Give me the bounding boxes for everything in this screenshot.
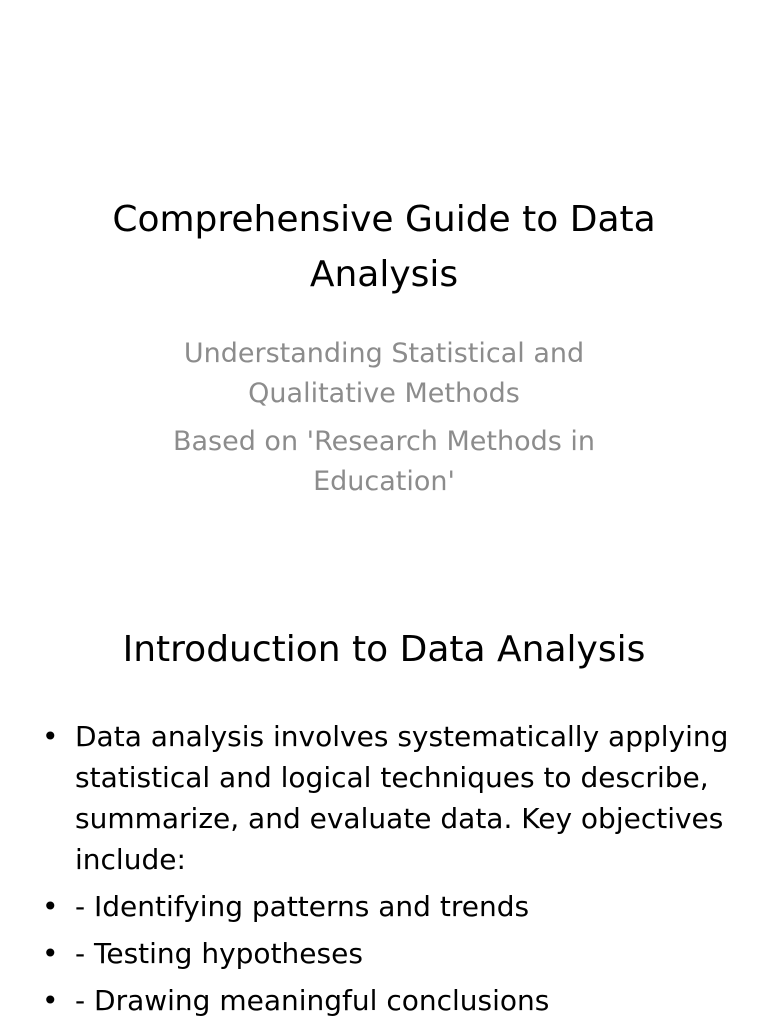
- subtitle-line: Understanding Statistical and Qualitative Methods: [183, 338, 585, 409]
- bullet-text: - Drawing meaningful conclusions: [75, 984, 550, 1017]
- subtitle-line: Based on 'Research Methods in Education': [172, 426, 596, 497]
- content-slide: [0, 576, 768, 1024]
- bullet-text: Data analysis involves systematically applying statistical and logical techniques to describe, summarize, and evaluate data. Key objectives include:: [75, 720, 729, 876]
- bullet-item: [40, 980, 730, 1021]
- slide-subtitle: [120, 334, 648, 510]
- bullet-icon: •: [42, 890, 59, 923]
- bullet-item: [40, 886, 730, 927]
- bullet-list: [40, 716, 730, 1024]
- slide-title: Comprehensive Guide to Data Analysis: [112, 199, 656, 295]
- bullet-text: - Identifying patterns and trends: [75, 890, 530, 923]
- bullet-item: [40, 933, 730, 974]
- slide-title: Introduction to Data Analysis: [122, 629, 646, 670]
- bullet-icon: •: [42, 937, 59, 970]
- bullet-icon: •: [42, 720, 59, 753]
- bullet-text: - Testing hypotheses: [75, 937, 363, 970]
- bullet-item: [40, 716, 730, 880]
- bullet-icon: •: [42, 984, 59, 1017]
